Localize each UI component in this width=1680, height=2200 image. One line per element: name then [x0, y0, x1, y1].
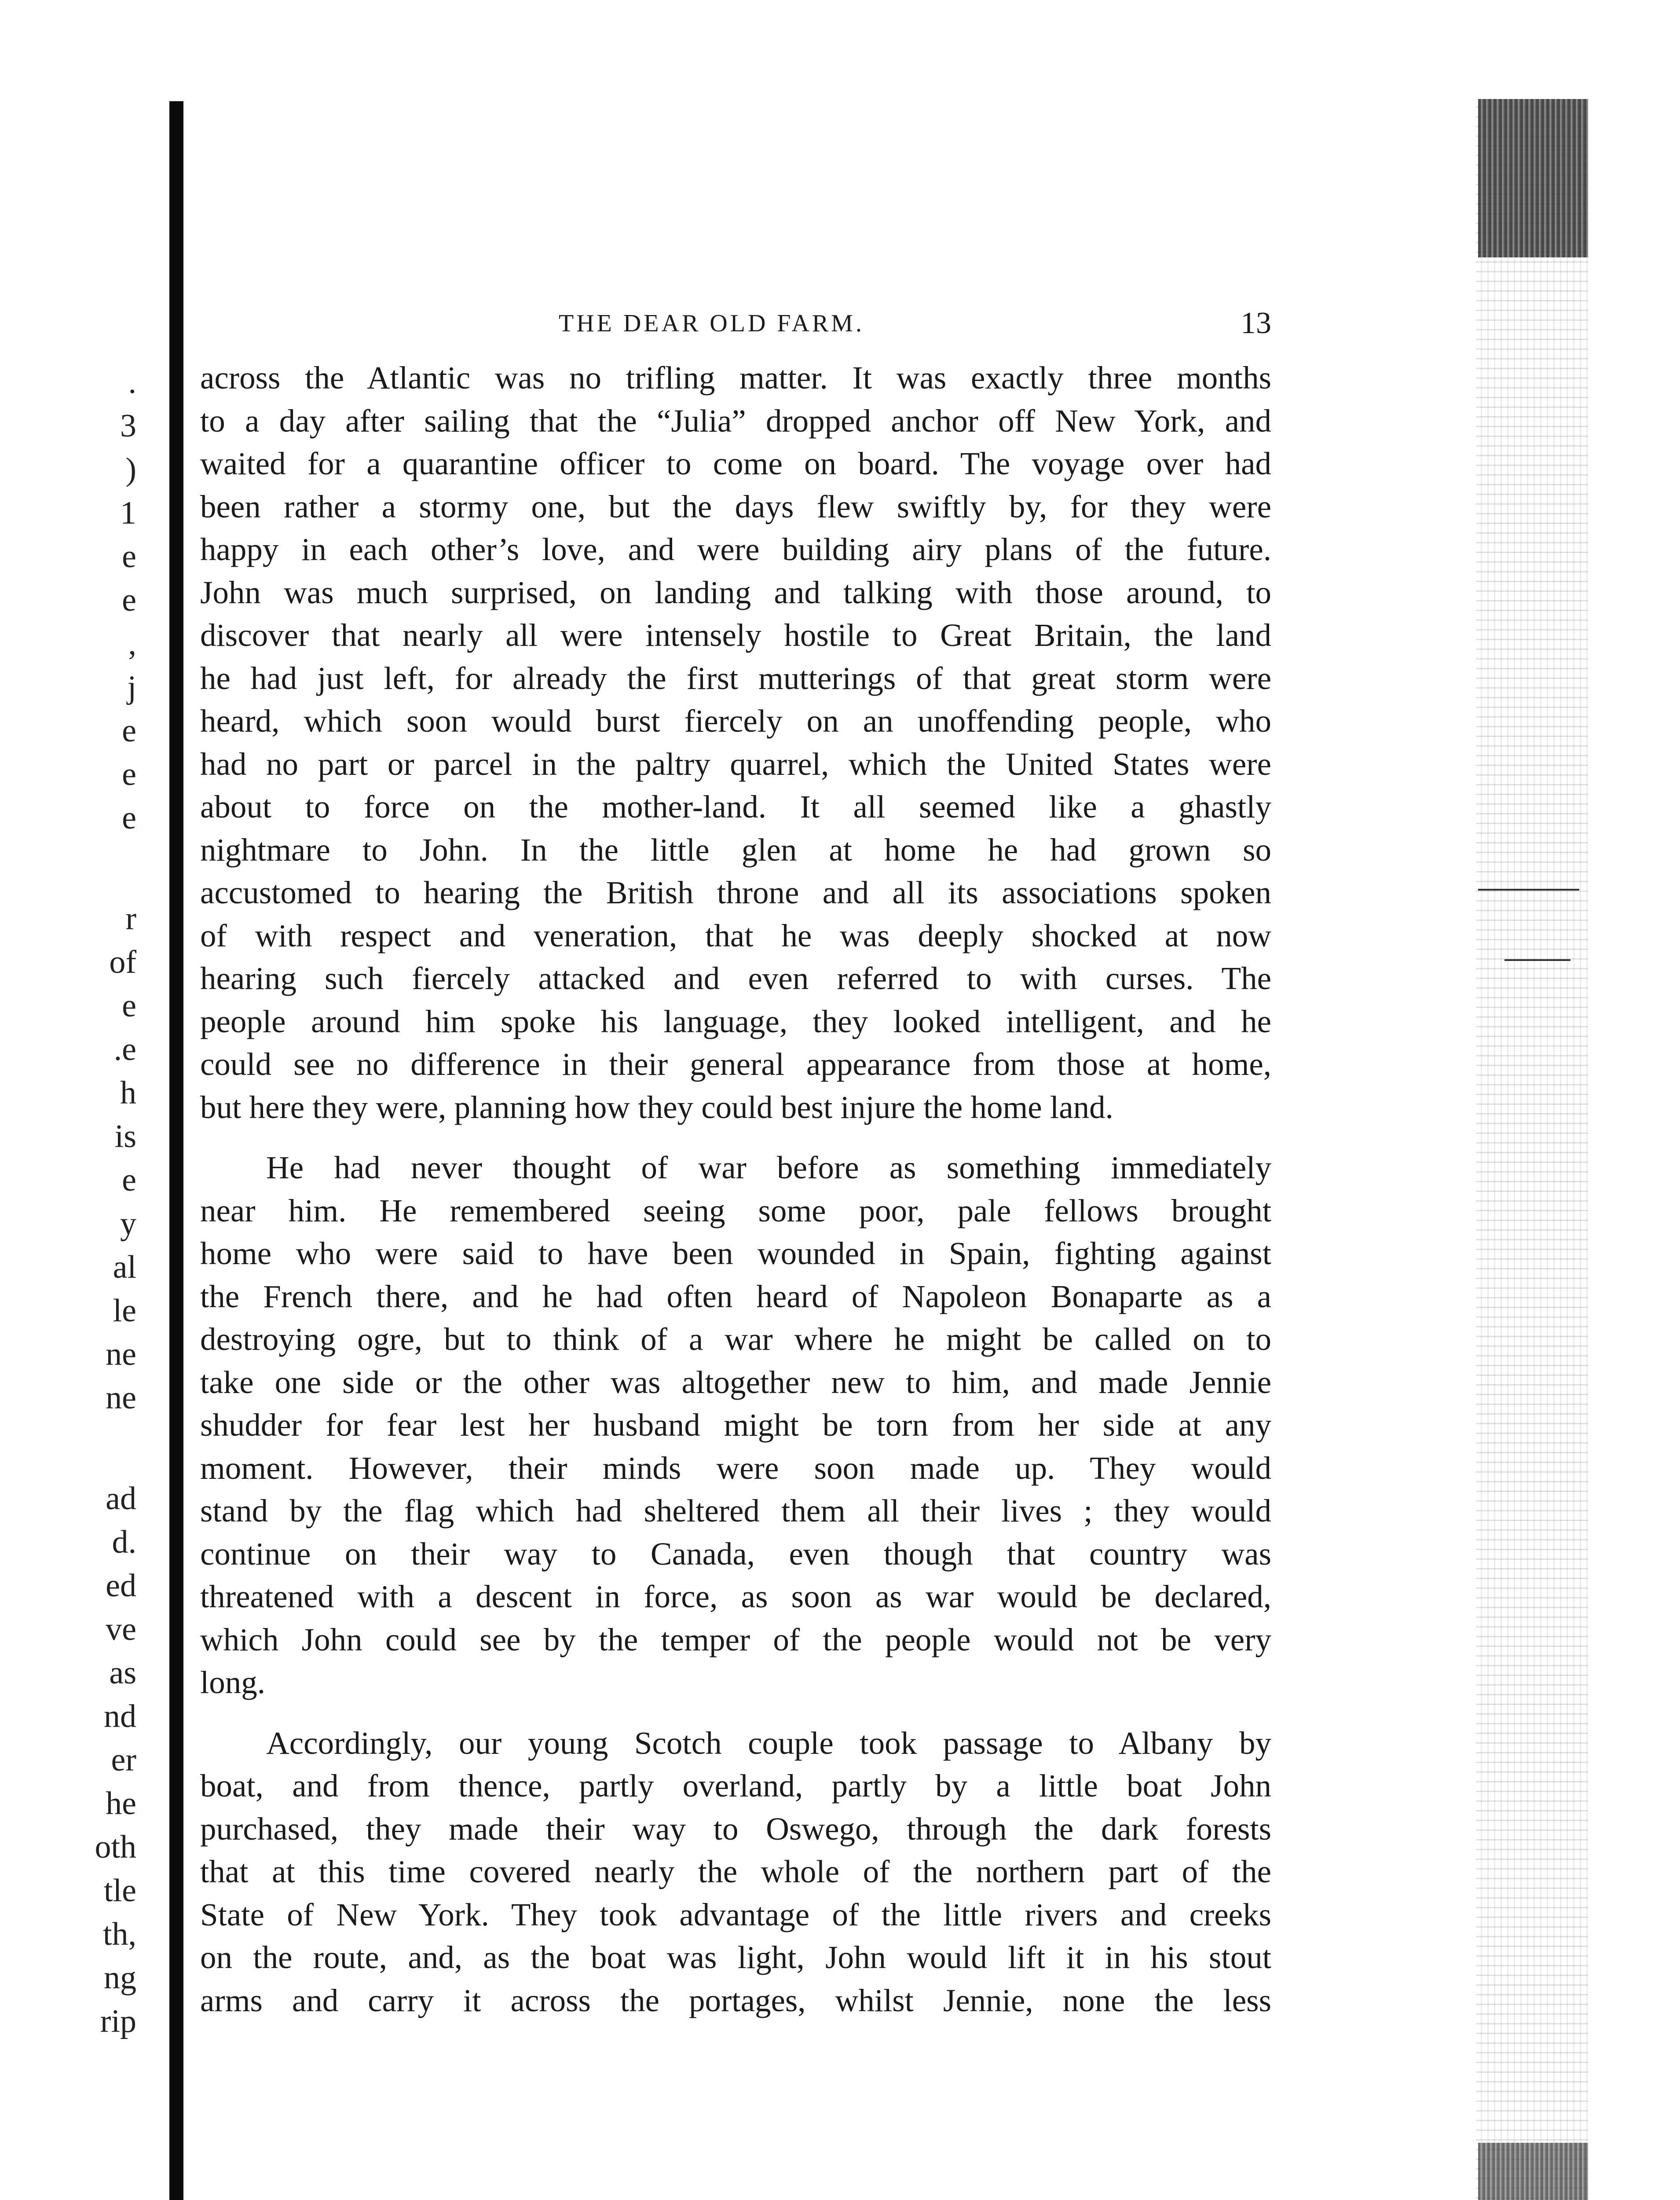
gutter-fragment: he: [106, 1786, 136, 1822]
gutter-fragment: e: [122, 713, 136, 749]
gutter-fragment: ): [125, 451, 136, 488]
text-line: purchased, they made their way to Oswego, through the dark forests: [200, 1811, 1271, 1847]
running-head: [559, 304, 1271, 343]
gutter-fragment: h: [120, 1075, 136, 1111]
binding-shadow: [169, 101, 183, 2200]
gutter-fragment: ,: [128, 626, 136, 662]
gutter-fragment: ne: [106, 1336, 136, 1372]
text-line: He had never thought of war before as something immediately: [266, 1150, 1271, 1185]
edge-rule: [1478, 889, 1579, 891]
gutter-fragment: e: [122, 582, 136, 618]
gutter-fragment: .: [128, 364, 136, 400]
text-line: accustomed to hearing the British throne and all its associations spoken: [200, 875, 1271, 910]
text-line: threatened with a descent in force, as soon as war would be declared,: [200, 1579, 1271, 1614]
gutter-fragment: le: [113, 1293, 136, 1329]
running-title: THE DEAR OLD FARM.: [559, 310, 864, 337]
gutter-fragment: e: [122, 756, 136, 792]
text-line: boat, and from thence, partly overland, partly by a little boat John: [200, 1768, 1271, 1804]
facing-page-fragments: [0, 361, 136, 2043]
text-line: he had just left, for already the first mutterings of that great storm were: [200, 660, 1271, 696]
gutter-fragment: ve: [106, 1611, 136, 1647]
gutter-spacer: [0, 1420, 136, 1477]
gutter-fragment: ne: [106, 1380, 136, 1416]
text-line: shudder for fear lest her husband might be torn from her side at any: [200, 1407, 1271, 1443]
gutter-fragment: r: [125, 901, 136, 937]
body-text: [200, 356, 1271, 2022]
gutter-fragment: tle: [104, 1873, 136, 1909]
paragraph: [200, 1722, 1271, 2022]
text-line: been rather a stormy one, but the days flew swiftly by, for they were: [200, 488, 1271, 524]
gutter-fragment: e: [122, 800, 136, 836]
gutter-fragment: ng: [104, 1960, 136, 1996]
gutter-fragment: e: [122, 988, 136, 1024]
text-line: take one side or the other was altogether new to him, and made Jennie: [200, 1364, 1271, 1400]
text-line: happy in each other’s love, and were building airy plans of the future.: [200, 532, 1271, 567]
text-line: had no part or parcel in the paltry quarrel, which the United States were: [200, 746, 1271, 782]
gutter-spacer: [0, 840, 136, 897]
gutter-fragment: nd: [104, 1698, 136, 1734]
text-line: people around him spoke his language, they looked intelligent, and he: [200, 1003, 1271, 1039]
text-line: home who were said to have been wounded in Spain, fighting against: [200, 1236, 1271, 1271]
gutter-fragment: al: [113, 1249, 136, 1285]
gutter-fragment: is: [114, 1118, 136, 1155]
text-line: that at this time covered nearly the whole of the northern part of the: [200, 1854, 1271, 1889]
gutter-fragment: 1: [120, 495, 136, 531]
gutter-fragment: e: [122, 539, 136, 575]
text-line: Accordingly, our young Scotch couple took passage to Albany by: [266, 1725, 1271, 1761]
text-line: which John could see by the temper of the people would not be very: [200, 1621, 1271, 1657]
gutter-fragment: ed: [106, 1568, 136, 1604]
gutter-fragment: as: [109, 1655, 136, 1691]
text-line: nightmare to John. In the little glen at home he had grown so: [200, 832, 1271, 868]
text-line: long.: [200, 1665, 266, 1700]
gutter-fragment: th,: [102, 1916, 136, 1952]
page-edge-scan-noise: [1476, 99, 1588, 2200]
text-line: moment. However, their minds were soon made up. They would: [200, 1450, 1271, 1486]
gutter-fragment: e: [122, 1162, 136, 1198]
text-line: hearing such fiercely attacked and even referred to with curses. The: [200, 961, 1271, 996]
text-line: arms and carry it across the portages, whilst Jennie, none the less: [200, 1982, 1271, 2018]
text-line: stand by the flag which had sheltered them all their lives ; they would: [200, 1493, 1271, 1529]
gutter-fragment: rip: [100, 2003, 136, 2039]
page-number: 13: [1241, 306, 1271, 340]
text-line: the French there, and he had often heard of Napoleon Bonaparte as a: [200, 1278, 1271, 1314]
page-edge-dark-bottom: [1478, 2143, 1588, 2200]
gutter-fragment: .e: [113, 1031, 136, 1067]
gutter-fragment: d.: [112, 1524, 136, 1560]
page-edge-dark-top: [1478, 99, 1588, 257]
text-line: John was much surprised, on landing and talking with those around, to: [200, 574, 1271, 610]
text-line: continue on their way to Canada, even though that country was: [200, 1536, 1271, 1572]
text-line: near him. He remembered seeing some poor, pale fellows brought: [200, 1192, 1271, 1228]
text-line: to a day after sailing that the “Julia” dropped anchor off New York, and: [200, 403, 1271, 439]
text-line: State of New York. They took advantage of the little rivers and creeks: [200, 1896, 1271, 1932]
gutter-fragment: ad: [106, 1481, 136, 1517]
text-line: about to force on the mother-land. It all seemed like a ghastly: [200, 789, 1271, 825]
gutter-fragment: y: [120, 1206, 136, 1242]
text-line: could see no difference in their general appearance from those at home,: [200, 1046, 1271, 1082]
gutter-fragment: of: [109, 944, 136, 980]
edge-rule: [1504, 959, 1570, 961]
paragraph: [200, 1146, 1271, 1704]
gutter-fragment: j: [127, 669, 136, 705]
text-line: on the route, and, as the boat was light, John would lift it in his stout: [200, 1940, 1271, 1975]
gutter-fragment: 3: [120, 408, 136, 444]
text-line: destroying ogre, but to think of a war where he might be called on to: [200, 1321, 1271, 1357]
gutter-fragment: er: [111, 1742, 136, 1778]
text-line: of with respect and veneration, that he was deeply shocked at now: [200, 917, 1271, 953]
text-line: but here they were, planning how they could best injure the home land.: [200, 1089, 1113, 1125]
text-line: heard, which soon would burst fiercely on an unoffending people, who: [200, 703, 1271, 739]
paragraph: [200, 356, 1271, 1129]
text-line: across the Atlantic was no trifling matter. It was exactly three months: [200, 360, 1271, 396]
text-line: discover that nearly all were intensely hostile to Great Britain, the land: [200, 617, 1271, 653]
gutter-fragment: oth: [95, 1829, 136, 1865]
text-line: waited for a quarantine officer to come on board. The voyage over had: [200, 446, 1271, 481]
